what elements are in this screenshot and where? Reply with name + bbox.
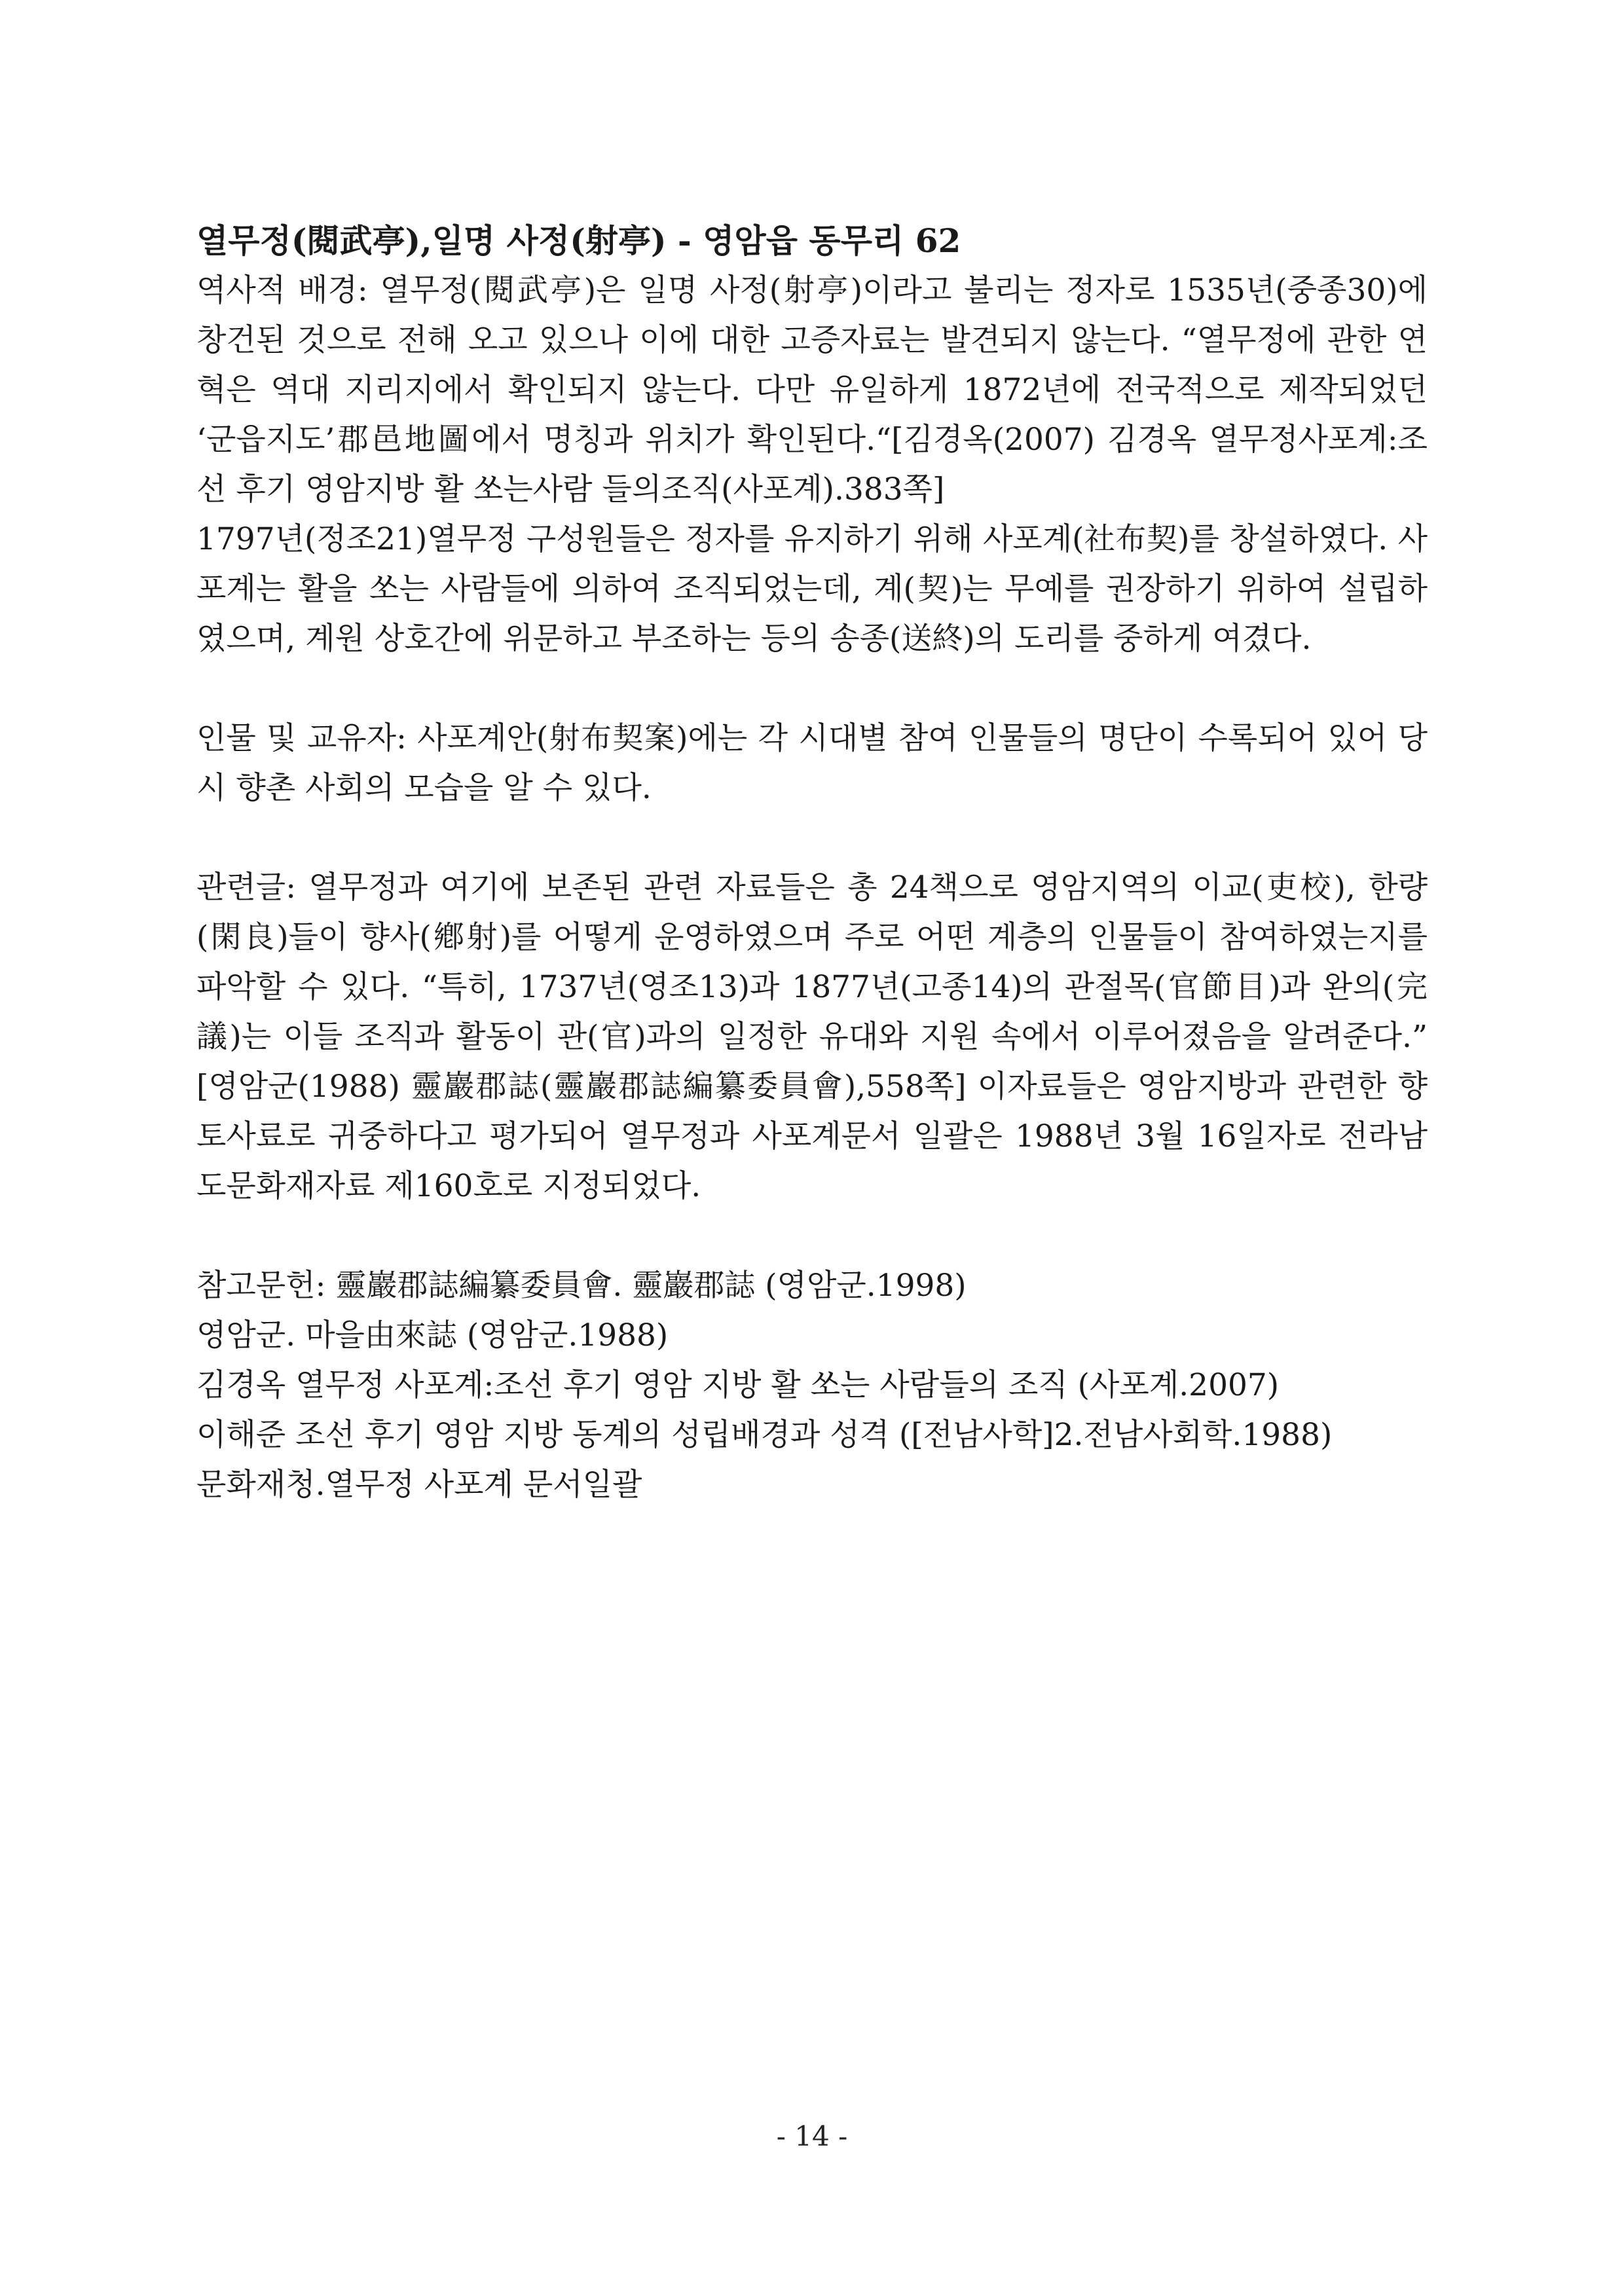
people-paragraph: 인물 및 교유자: 사포계안(射布契案)에는 각 시대별 참여 인물들의 명단이 수록되어 있어 당시 향촌 사회의 모습을 알 수 있다. (196, 720, 1428, 806)
reference-item: 김경옥 열무정 사포계:조선 후기 영암 지방 활 쏘는 사람들의 조직 (사포계.2007) (196, 1367, 1280, 1403)
reference-item: 영암군. 마을由來誌 (영암군.1988) (196, 1317, 669, 1353)
document-body (196, 216, 1428, 1510)
references-list (196, 1261, 1428, 1510)
reference-item: 이해준 조선 후기 영암 지방 동계의 성립배경과 성격 ([전남사학]2.전남사회학.1988) (196, 1417, 1333, 1453)
page-number: - 14 - (776, 2120, 848, 2152)
background-paragraph: 역사적 배경: 열무정(閱武亭)은 일명 사정(射亭)이라고 불리는 정자로 1535년(중종30)에 창건된 것으로 전해 오고 있으나 이에 대한 고증자료는 발견되지 않는다. “열무정에 관한 연혁은 역대 지리지에서 확인되지 않는다. 다만 유일하게 1872년에 전국적으로 제작되었던 ‘군읍지도’郡邑地圖에서 명칭과 위치가 확인된다.“[김경옥(2007) 김경옥 열무정사포계:조선 후기 영암지방 활 쏘는사람 들의조직(사포계).383쪽] (196, 272, 1428, 507)
history-paragraph: 1797년(정조21)열무정 구성원들은 정자를 유지하기 위해 사포계(社布契)를 창설하였다. 사포계는 활을 쏘는 사람들에 의하여 조직되었는데, 계(契)는 무예를 권장하기 위하여 설립하였으며, 계원 상호간에 위문하고 부조하는 등의 송종(送終)의 도리를 중하게 여겼다. (196, 521, 1428, 657)
reference-item: 참고문헌: 靈巖郡誌編纂委員會. 靈巖郡誌 (영암군.1998) (196, 1268, 967, 1304)
related-paragraph: 관련글: 열무정과 여기에 보존된 관련 자료들은 총 24책으로 영암지역의 이교(吏校), 한량(閑良)들이 향사(鄕射)를 어떻게 운영하였으며 주로 어떤 계층의 인물들이 참여하였는지를 파악할 수 있다. “특히, 1737년(영조13)과 1877년(고종14)의 관절목(官節目)과 완의(完議)는 이들 조직과 활동이 관(官)과의 일정한 유대와 지원 속에서 이루어졌음을 알려준다.” [영암군(1988) 靈巖郡誌(靈巖郡誌編纂委員會),558쪽] 이자료들은 영암지방과 관련한 향토사료로 귀중하다고 평가되어 열무정과 사포계문서 일괄은 1988년 3월 16일자로 전라남도문화재자료 제160호로 지정되었다. (196, 870, 1428, 1204)
paragraph-spacer (196, 664, 1428, 714)
paragraph-spacer (196, 1211, 1428, 1261)
paragraph-spacer (196, 813, 1428, 863)
reference-item: 문화재청.열무정 사포계 문서일괄 (196, 1467, 642, 1503)
section-title: 열무정(閱武亭),일명 사정(射亭) - 영암읍 동무리 62 (196, 221, 961, 260)
